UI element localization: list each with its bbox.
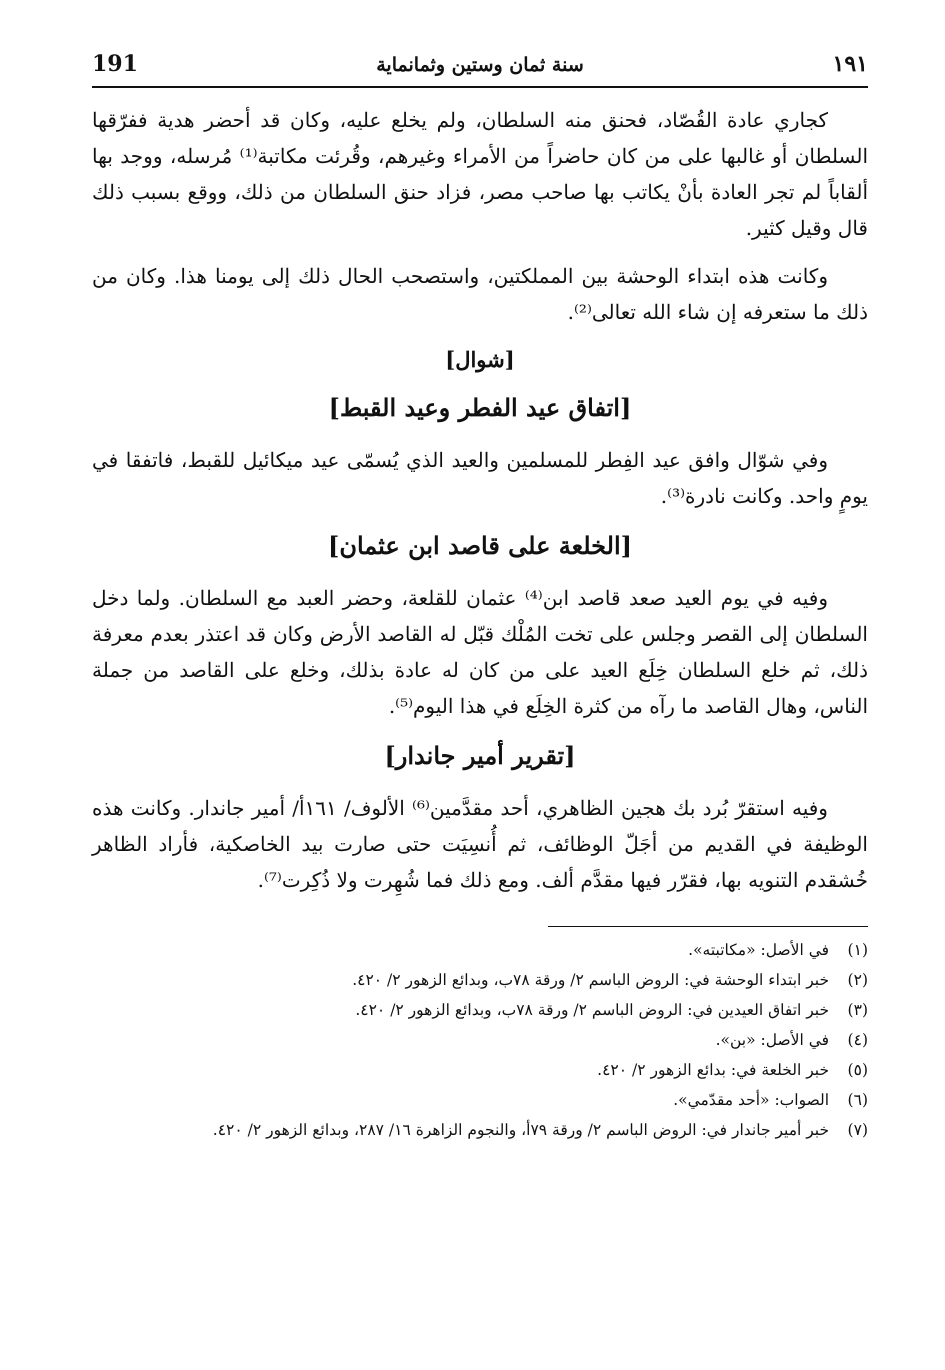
section-heading: [اتفاق عيد الفطر وعيد القبط] (328, 393, 632, 422)
paragraph: كجاري عادة القُصّاد، فحنق منه السلطان، ولم يخلع عليه، وكان قد أحضر هدية ففرّقها السلطان أو غالبها على من كان حاضراً من الأمراء وغيرهم، وقُرئت مكاتبة⁽¹⁾ مُرسله، ووجد بها ألقاباً لم تجر العادة بأنْ يكاتب بها صاحب مصر، فزاد حنق السلطان من ذلك، ووقع بسبب ذلك قال وقيل كثير. (92, 108, 869, 240)
footnote-text: خبر أمير جاندار في: الروض الباسم ٢/ ورقة ٧٩أ، والنجوم الزاهرة ١٦/ ٢٨٧، وبدائع الزهور ٢/ ٤٢٠. (212, 1121, 830, 1139)
footnote-text: في الأصل: «مكاتبته». (688, 941, 830, 959)
footnote-marker: (٤) (847, 1031, 868, 1049)
section-text: وفيه في يوم العيد صعد قاصد ابن⁽⁴⁾ عثمان للقلعة، وحضر العبد مع السلطان. ولما دخل السلطان إلى القصر وجلس على تخت المُلْك قبّل له القاصد الأرض وكان قد اعتذر بعدم معرفة ذلك، ثم خلع السلطان خِلَع العيد على من كان له عادة بذلك، وخلع على القاصد من جملة الناس، وهال القاصد ما رآه من كثرة الخِلَع في هذا اليوم⁽⁵⁾. (92, 586, 868, 718)
footnote (92, 1117, 868, 1143)
section-heading: [الخلعة على قاصد ابن عثمان] (327, 531, 633, 560)
section-text: وفي شوّال وافق عيد الفِطر للمسلمين والعيد الذي يُسمّى عيد ميكائيل للقبط، فاتفقا في يومٍ واحد. وكانت نادرة⁽³⁾. (92, 448, 868, 508)
footnotes (92, 937, 868, 1143)
footnote-text: خبر الخلعة في: بدائع الزهور ٢/ ٤٢٠. (597, 1061, 830, 1079)
footnote (92, 1087, 868, 1113)
section-heading: [تقرير أمير جاندار] (384, 741, 576, 770)
footnote (92, 1027, 868, 1053)
section-text: وفيه استقرّ بُرد بك هجين الظاهري، أحد مقدَّمين⁽⁶⁾ الألوف/ ١٦١أ/ أمير جاندار. وكانت هذه الوظيفة في القديم من أجَلّ الوظائف، ثم أُنسِيَت حتى صارت بيد الخاصكية، فأراد الظاهر خُشقدم التنويه بها، فقرّر فيها مقدَّم ألف. ومع ذلك فما شُهِرت ولا ذُكِرت⁽⁷⁾. (92, 796, 868, 892)
footnote (92, 1057, 868, 1083)
page-body (92, 102, 868, 1143)
footnote (92, 967, 868, 993)
footnote (92, 937, 868, 963)
footnote-marker: (٦) (847, 1091, 868, 1109)
page-number-latin: 191 (92, 51, 138, 77)
page-header (92, 48, 868, 88)
footnote-marker: (٣) (847, 1001, 868, 1019)
footnote-text: خبر اتفاق العيدين في: الروض الباسم ٢/ ورقة ٧٨ب، وبدائع الزهور ٢/ ٤٢٠. (355, 1001, 830, 1019)
month-heading: [شوال] (445, 347, 515, 372)
book-page (92, 48, 868, 1147)
footnote-text: في الأصل: «بن». (715, 1031, 830, 1049)
footnote-marker: (١) (847, 941, 868, 959)
footnote-marker: (٥) (847, 1061, 868, 1079)
page-number-arabic: ١٩١ (832, 51, 868, 77)
footnote-text: الصواب: «أحد مقدّمي». (673, 1091, 830, 1109)
running-title: سنة ثمان وستين وثمانماية (376, 54, 584, 76)
footnote-marker: (٧) (847, 1121, 868, 1139)
footnote-divider (548, 926, 868, 927)
paragraph: وكانت هذه ابتداء الوحشة بين المملكتين، واستصحب الحال ذلك إلى يومنا هذا. وكان من ذلك ما ستعرفه إن شاء الله تعالى⁽²⁾. (92, 264, 868, 324)
footnote-text: خبر ابتداء الوحشة في: الروض الباسم ٢/ ورقة ٧٨ب، وبدائع الزهور ٢/ ٤٢٠. (352, 971, 830, 989)
footnote (92, 997, 868, 1023)
footnote-marker: (٢) (847, 971, 868, 989)
